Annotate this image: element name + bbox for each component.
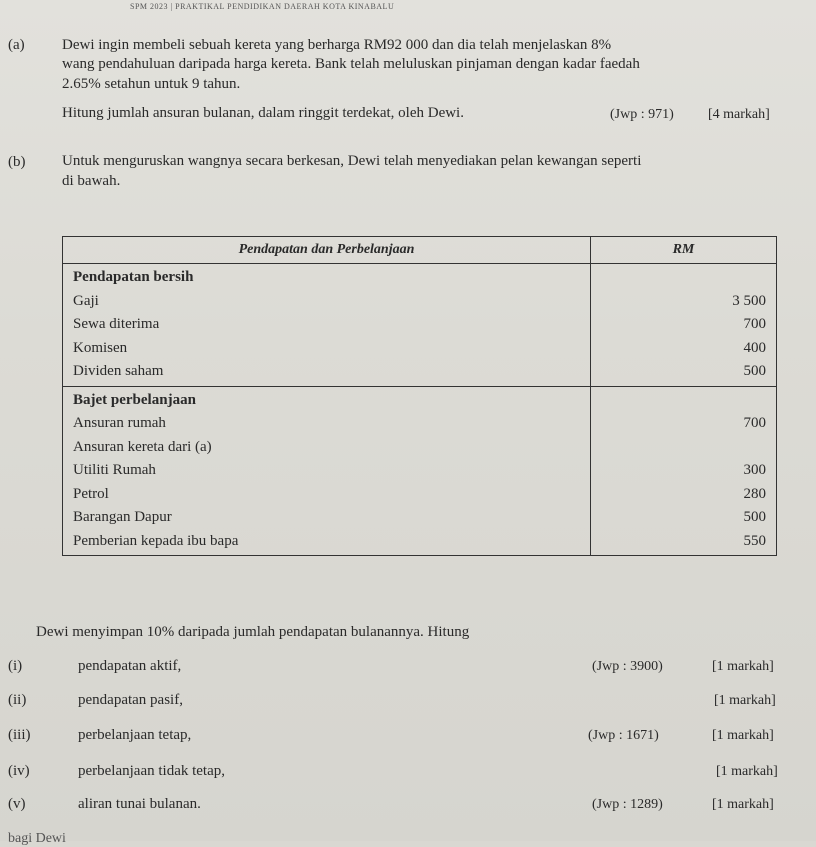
expense-amount: 700 — [743, 415, 766, 431]
part-a-label: (a) — [8, 37, 25, 53]
question-marks: [1 markah] — [712, 659, 774, 674]
income-section — [63, 264, 777, 387]
question-answer: (Jwp : 1289) — [592, 797, 663, 812]
question-text: aliran tunai bulanan. — [78, 796, 201, 812]
question-number: (ii) — [8, 692, 27, 708]
question-text: pendapatan aktif, — [78, 658, 182, 674]
expense-section — [63, 386, 777, 556]
income-amount: 400 — [743, 339, 766, 356]
expense-amount: 280 — [743, 485, 766, 502]
page-header: SPM 2023 | PRAKTIKAL PENDIDIKAN DAERAH KOTA KINABALU — [130, 2, 395, 11]
question-answer: (Jwp : 1671) — [588, 728, 659, 743]
part-a-question: Hitung jumlah ansuran bulanan, dalam ringgit terdekat, oleh Dewi. — [62, 105, 464, 121]
income-amount: 500 — [743, 363, 766, 379]
question-marks: [1 markah] — [714, 693, 776, 708]
expense-amount: 550 — [743, 532, 766, 549]
expense-item: Ansuran rumah — [73, 415, 166, 431]
table-header-row — [63, 237, 777, 264]
expense-items-cell — [63, 386, 591, 556]
question-marks: [1 markah] — [716, 764, 778, 779]
part-a-line-2: wang pendahuluan daripada harga kereta. Bank telah meluluskan pinjaman dengan kadar faedah — [62, 56, 640, 72]
income-amount: 3 500 — [732, 292, 766, 309]
income-item: Komisen — [73, 339, 128, 356]
part-a-answer: (Jwp : 971) — [610, 107, 674, 122]
question-answer: (Jwp : 3900) — [592, 659, 663, 674]
expense-item: Petrol — [73, 485, 109, 502]
question-text: perbelanjaan tidak tetap, — [78, 763, 226, 779]
expense-amounts-cell — [591, 386, 777, 556]
part-a-line-1: Dewi ingin membeli sebuah kereta yang berharga RM92 000 dan dia telah menjelaskan 8% — [62, 37, 612, 53]
part-a-line-3: 2.65% setahun untuk 9 tahun. — [62, 76, 241, 92]
income-heading: Pendapatan bersih — [73, 269, 194, 285]
income-amount: 700 — [743, 316, 766, 332]
question-number: (v) — [8, 796, 26, 812]
expense-item: Barangan Dapur — [73, 509, 172, 525]
table-header-rm: RM — [591, 237, 777, 264]
expense-item: Ansuran kereta dari (a) — [73, 438, 212, 455]
income-item: Sewa diterima — [73, 316, 160, 332]
question-marks: [1 markah] — [712, 728, 774, 743]
part-b-label: (b) — [8, 154, 26, 170]
income-item: Gaji — [73, 292, 99, 309]
question-text: pendapatan pasif, — [78, 692, 183, 708]
part-a-marks: [4 markah] — [708, 107, 770, 122]
question-marks: [1 markah] — [712, 797, 774, 812]
expense-amount: 300 — [743, 462, 766, 478]
income-amounts-cell — [591, 264, 777, 387]
question-number: (iv) — [8, 763, 30, 779]
financial-plan-table — [62, 236, 777, 556]
income-heading-blank — [601, 266, 766, 290]
expense-amount: 500 — [743, 509, 766, 525]
part-b-line-2: di bawah. — [62, 173, 121, 189]
income-items-cell — [63, 264, 591, 387]
question-number: (i) — [8, 658, 23, 674]
table-header-income-expense: Pendapatan dan Perbelanjaan — [63, 237, 591, 264]
expense-item: Utiliti Rumah — [73, 462, 156, 478]
footer-fragment: bagi Dewi — [8, 831, 66, 846]
expense-amount — [601, 436, 766, 460]
question-number: (iii) — [8, 727, 31, 743]
income-item: Dividen saham — [73, 363, 164, 379]
expense-item: Pemberian kepada ibu bapa — [73, 532, 239, 549]
question-text: perbelanjaan tetap, — [78, 727, 192, 743]
expense-heading-blank — [601, 389, 766, 413]
savings-instruction: Dewi menyimpan 10% daripada jumlah pendapatan bulanannya. Hitung — [36, 624, 470, 640]
part-b-line-1: Untuk menguruskan wangnya secara berkesan, Dewi telah menyediakan pelan kewangan seperti — [62, 153, 642, 169]
expense-heading: Bajet perbelanjaan — [73, 391, 196, 408]
